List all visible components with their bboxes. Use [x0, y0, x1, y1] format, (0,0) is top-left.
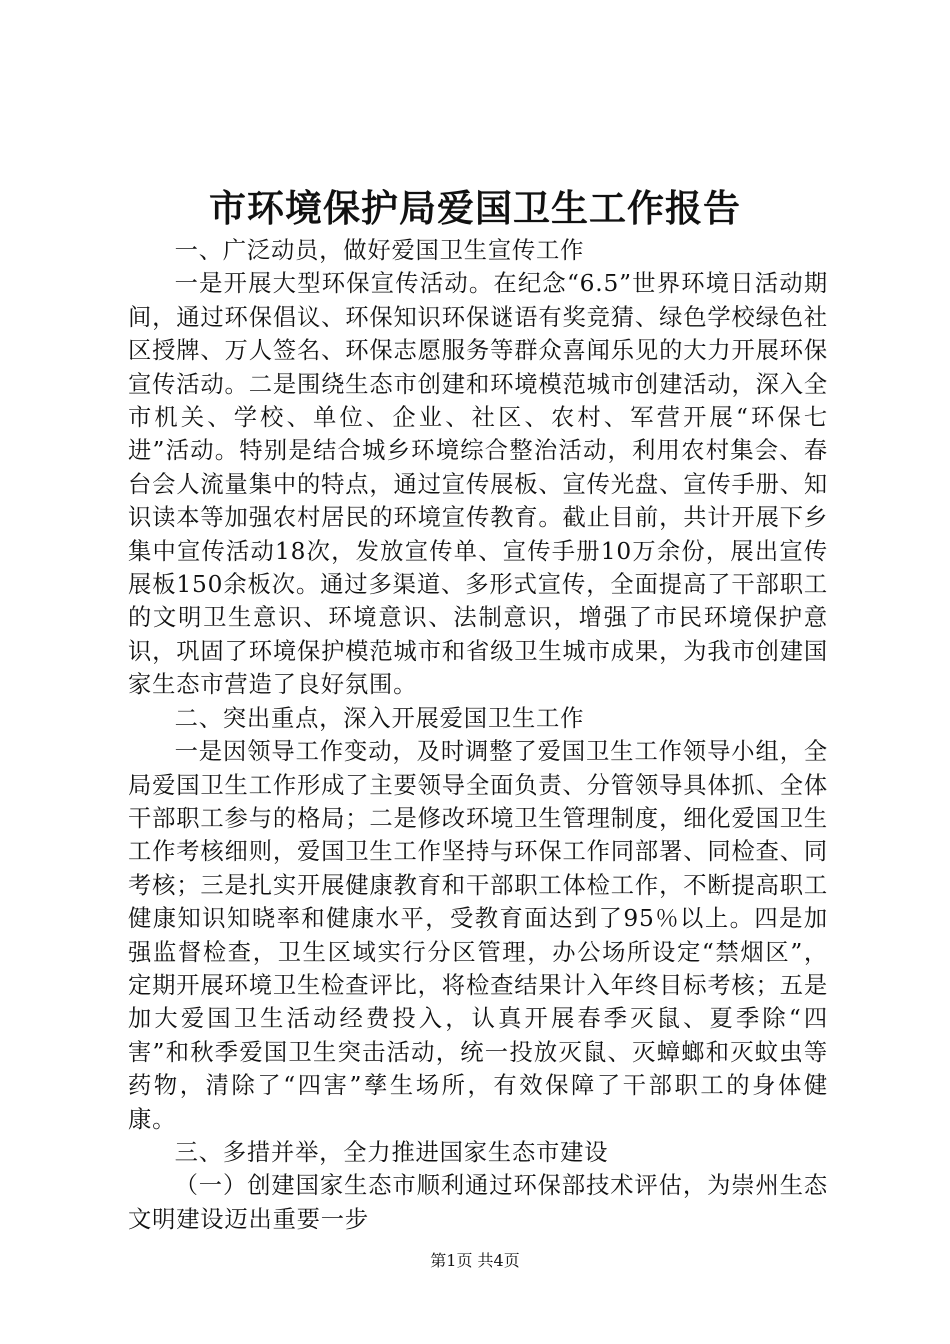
subsection-heading-1: （一）创建国家生态市顺利通过环保部技术评估，为崇州生态文明建设迈出重要一步 [128, 1172, 828, 1233]
document-title: 市环境保护局爱国卫生工作报告 [209, 186, 741, 230]
section-heading-2: 二、突出重点，深入开展爱国卫生工作 [174, 704, 585, 732]
page-number-footer: 第1页 共4页 [430, 1251, 520, 1270]
section-heading-1: 一、广泛动员，做好爱国卫生宣传工作 [174, 237, 585, 264]
section-heading-3: 三、多措并举，全力推进国家生态市建设 [174, 1138, 609, 1166]
paragraph-1: 一是开展大型环保宣传活动。在纪念“6.5”世界环境日活动期间，通过环保倡议、环保知识环保谜语有奖竞猜、绿色学校绿色社区授牌、万人签名、环保志愿服务等群众喜闻乐见的大力开展环保宣传活动。二是围绕生态市创建和环境模范城市创建活动，深入全市机关、学校、单位、企业、社区、农村、军营开展“环保七进”活动。特别是结合城乡环境综合整治活动，利用农村集会、春台会人流量集中的特点，通过宣传展板、宣传光盘、宣传手册、知识读本等加强农村居民的环境宣传教育。截止目前，共计开展下乡集中宣传活动18次，发放宣传单、宣传手册10万余份，展出宣传展板150余板次。通过多渠道、多形式宣传，全面提高了干部职工的文明卫生意识、环境意识、法制意识，增强了市民环境保护意识，巩固了环境保护模范城市和省级卫生城市成果，为我市创建国家生态市营造了良好氛围。 [128, 270, 828, 699]
document-body [128, 234, 828, 1236]
paragraph-2: 一是因领导工作变动，及时调整了爱国卫生工作领导小组，全局爱国卫生工作形成了主要领导全面负责、分管领导具体抓、全体干部职工参与的格局；二是修改环境卫生管理制度，细化爱国卫生工作考核细则，爱国卫生工作坚持与环保工作同部署、同检查、同考核；三是扎实开展健康教育和干部职工体检工作，不断提高职工健康知识知晓率和健康水平，受教育面达到了95％以上。四是加强监督检查，卫生区域实行分区管理，办公场所设定“禁烟区”，定期开展环境卫生检查评比，将检查结果计入年终目标考核；五是加大爱国卫生活动经费投入，认真开展春季灭鼠、夏季除“四害”和秋季爱国卫生突击活动，统一投放灭鼠、灭蟑螂和灭蚊虫等药物，清除了“四害”孳生场所，有效保障了干部职工的身体健康。 [128, 738, 828, 1133]
